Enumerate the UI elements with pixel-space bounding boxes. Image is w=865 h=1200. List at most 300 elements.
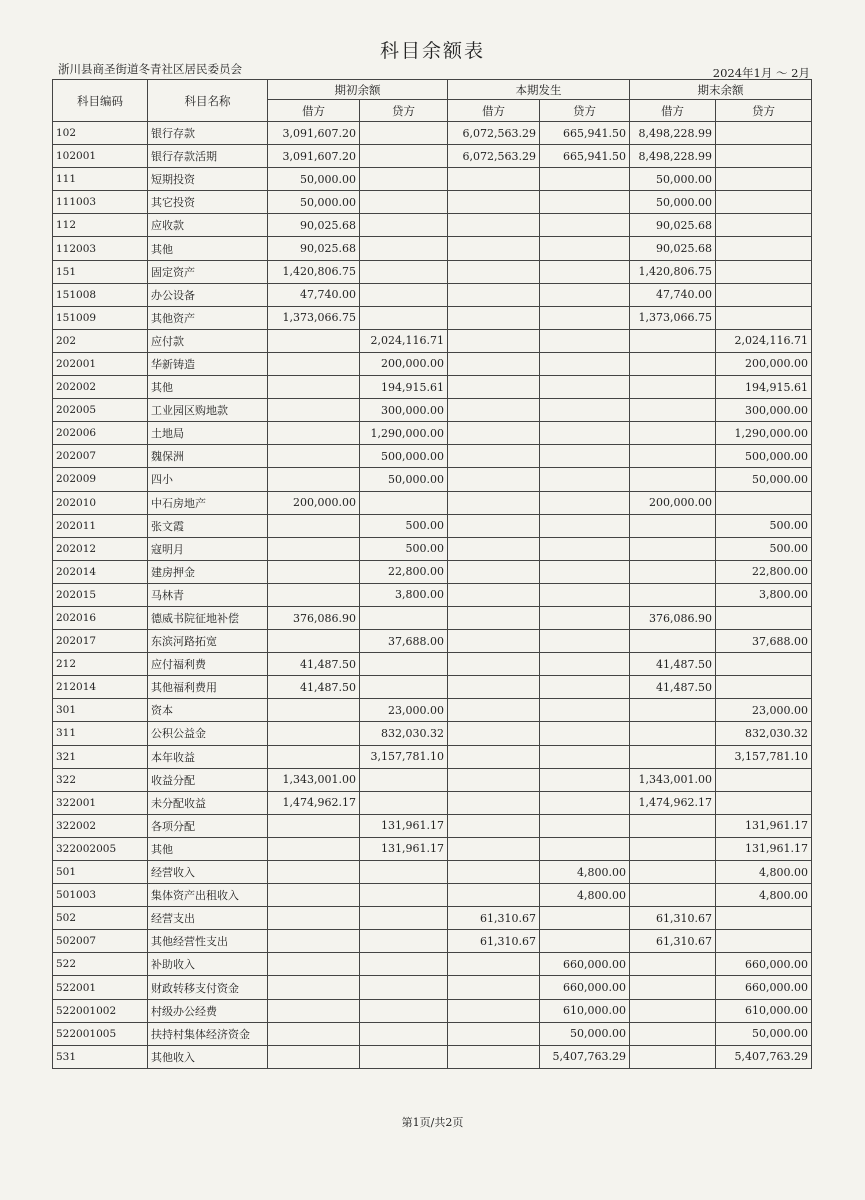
opening-debit: 41,487.50 [268,676,360,699]
account-name: 未分配收益 [148,791,268,814]
opening-debit [268,884,360,907]
closing-debit: 8,498,228.99 [630,145,716,168]
current-credit [540,768,630,791]
closing-debit: 47,740.00 [630,283,716,306]
header-code: 科目编码 [53,80,148,122]
current-debit: 61,310.67 [448,930,540,953]
account-name: 工业园区购地款 [148,399,268,422]
account-code: 202005 [53,399,148,422]
account-name: 经营收入 [148,861,268,884]
account-code: 202012 [53,537,148,560]
account-code: 202015 [53,583,148,606]
opening-debit [268,537,360,560]
account-name: 村级办公经费 [148,999,268,1022]
table-row [53,976,812,999]
closing-credit [716,168,812,191]
opening-debit [268,399,360,422]
header-opening-debit: 借方 [268,100,360,122]
current-debit [448,768,540,791]
current-debit [448,1022,540,1045]
opening-debit: 1,420,806.75 [268,260,360,283]
table-row [53,768,812,791]
account-name: 魏保洲 [148,445,268,468]
header-closing-debit: 借方 [630,100,716,122]
closing-credit: 194,915.61 [716,376,812,399]
closing-debit: 41,487.50 [630,653,716,676]
opening-debit: 1,373,066.75 [268,306,360,329]
opening-credit [360,145,448,168]
table-row [53,630,812,653]
account-code: 321 [53,745,148,768]
current-credit [540,491,630,514]
closing-debit [630,953,716,976]
account-code: 212 [53,653,148,676]
current-credit [540,907,630,930]
table-row [53,537,812,560]
closing-debit [630,976,716,999]
current-debit [448,283,540,306]
opening-debit [268,861,360,884]
account-name: 其他 [148,837,268,860]
current-debit [448,191,540,214]
period-label: 2024年1月 ～ 2月 [712,66,810,80]
closing-debit: 1,373,066.75 [630,306,716,329]
account-code: 311 [53,722,148,745]
current-credit [540,422,630,445]
current-credit: 4,800.00 [540,861,630,884]
closing-credit [716,283,812,306]
closing-credit: 23,000.00 [716,699,812,722]
current-credit [540,260,630,283]
opening-credit: 37,688.00 [360,630,448,653]
current-debit [448,422,540,445]
account-code: 202001 [53,352,148,375]
current-credit [540,676,630,699]
opening-debit: 1,474,962.17 [268,791,360,814]
closing-credit: 832,030.32 [716,722,812,745]
current-credit [540,837,630,860]
closing-debit: 41,487.50 [630,676,716,699]
account-code: 522001002 [53,999,148,1022]
closing-debit [630,699,716,722]
header-opening: 期初余额 [268,80,448,100]
closing-debit: 61,310.67 [630,907,716,930]
table-row [53,653,812,676]
closing-credit: 131,961.17 [716,837,812,860]
table-row [53,999,812,1022]
table-row [53,214,812,237]
opening-debit: 1,343,001.00 [268,768,360,791]
opening-debit: 200,000.00 [268,491,360,514]
account-name: 其他福利费用 [148,676,268,699]
current-debit [448,630,540,653]
account-code: 111003 [53,191,148,214]
current-credit [540,376,630,399]
closing-credit [716,907,812,930]
closing-debit [630,583,716,606]
closing-credit: 3,157,781.10 [716,745,812,768]
table-row [53,168,812,191]
opening-credit [360,168,448,191]
opening-credit: 500.00 [360,537,448,560]
opening-credit: 300,000.00 [360,399,448,422]
opening-debit [268,329,360,352]
table-row [53,837,812,860]
account-code: 502 [53,907,148,930]
opening-credit [360,653,448,676]
opening-credit: 22,800.00 [360,560,448,583]
current-credit: 660,000.00 [540,976,630,999]
account-code: 202017 [53,630,148,653]
account-code: 151008 [53,283,148,306]
closing-credit [716,122,812,145]
opening-credit [360,976,448,999]
current-debit [448,560,540,583]
opening-credit: 23,000.00 [360,699,448,722]
closing-credit [716,191,812,214]
header-closing: 期末余额 [630,80,812,100]
closing-debit [630,352,716,375]
opening-credit [360,1045,448,1068]
opening-credit [360,884,448,907]
account-name: 财政转移支付资金 [148,976,268,999]
closing-credit [716,214,812,237]
opening-debit [268,376,360,399]
current-credit [540,237,630,260]
table-row [53,422,812,445]
opening-debit: 50,000.00 [268,168,360,191]
account-name: 扶持村集体经济资金 [148,1022,268,1045]
current-debit [448,861,540,884]
table-row [53,884,812,907]
current-credit [540,606,630,629]
closing-debit: 61,310.67 [630,930,716,953]
table-row [53,445,812,468]
opening-credit [360,191,448,214]
opening-debit: 41,487.50 [268,653,360,676]
table-body [53,122,812,1069]
closing-debit [630,884,716,907]
account-name: 中石房地产 [148,491,268,514]
current-debit [448,999,540,1022]
current-debit [448,214,540,237]
opening-credit [360,491,448,514]
current-debit [448,653,540,676]
account-code: 202006 [53,422,148,445]
closing-debit [630,861,716,884]
account-name: 德威书院征地补偿 [148,606,268,629]
opening-credit [360,907,448,930]
account-name: 建房押金 [148,560,268,583]
table-row [53,491,812,514]
closing-credit: 37,688.00 [716,630,812,653]
opening-credit: 50,000.00 [360,468,448,491]
opening-debit [268,745,360,768]
header-name: 科目名称 [148,80,268,122]
closing-credit: 200,000.00 [716,352,812,375]
table-row [53,352,812,375]
account-name: 公积公益金 [148,722,268,745]
opening-debit [268,722,360,745]
current-debit [448,606,540,629]
opening-debit [268,976,360,999]
account-code: 522 [53,953,148,976]
opening-credit [360,791,448,814]
opening-debit [268,422,360,445]
account-code: 202 [53,329,148,352]
current-debit [448,260,540,283]
closing-debit [630,560,716,583]
opening-credit [360,306,448,329]
account-name: 东滨河路拓宽 [148,630,268,653]
account-name: 其他资产 [148,306,268,329]
account-name: 补助收入 [148,953,268,976]
account-name: 华新铸造 [148,352,268,375]
header-opening-credit: 贷方 [360,100,448,122]
current-debit [448,399,540,422]
table-row [53,260,812,283]
account-code: 202007 [53,445,148,468]
account-code: 322 [53,768,148,791]
account-code: 202010 [53,491,148,514]
current-debit [448,676,540,699]
current-credit [540,745,630,768]
closing-debit [630,329,716,352]
account-name: 其他经营性支出 [148,930,268,953]
opening-credit: 3,157,781.10 [360,745,448,768]
current-credit [540,699,630,722]
opening-debit: 50,000.00 [268,191,360,214]
closing-debit: 376,086.90 [630,606,716,629]
current-credit [540,583,630,606]
current-debit: 61,310.67 [448,907,540,930]
account-name: 银行存款活期 [148,145,268,168]
account-name: 马林青 [148,583,268,606]
current-debit: 6,072,563.29 [448,145,540,168]
current-debit [448,376,540,399]
opening-debit [268,1022,360,1045]
current-credit [540,791,630,814]
opening-credit [360,1022,448,1045]
closing-credit: 3,800.00 [716,583,812,606]
closing-debit: 200,000.00 [630,491,716,514]
table-row [53,606,812,629]
current-credit [540,399,630,422]
current-credit [540,814,630,837]
opening-debit [268,907,360,930]
table-row [53,145,812,168]
current-debit [448,745,540,768]
closing-credit: 4,800.00 [716,884,812,907]
table-row [53,329,812,352]
opening-debit: 90,025.68 [268,214,360,237]
current-credit [540,537,630,560]
closing-debit: 1,343,001.00 [630,768,716,791]
account-name: 土地局 [148,422,268,445]
current-credit [540,630,630,653]
account-code: 501003 [53,884,148,907]
account-name: 本年收益 [148,745,268,768]
account-code: 322001 [53,791,148,814]
table-row [53,583,812,606]
table-row [53,861,812,884]
opening-debit [268,468,360,491]
current-debit [448,953,540,976]
account-name: 应付款 [148,329,268,352]
table-row [53,514,812,537]
current-credit [540,445,630,468]
opening-debit: 3,091,607.20 [268,145,360,168]
closing-debit [630,399,716,422]
closing-debit: 90,025.68 [630,237,716,260]
closing-debit [630,468,716,491]
closing-debit [630,999,716,1022]
account-code: 202002 [53,376,148,399]
opening-debit: 90,025.68 [268,237,360,260]
header-current-debit: 借方 [448,100,540,122]
current-credit: 5,407,763.29 [540,1045,630,1068]
account-name: 集体资产出租收入 [148,884,268,907]
opening-debit [268,445,360,468]
opening-debit [268,999,360,1022]
closing-credit: 1,290,000.00 [716,422,812,445]
table-row [53,814,812,837]
current-debit [448,329,540,352]
closing-debit [630,1022,716,1045]
current-debit [448,791,540,814]
current-credit [540,191,630,214]
closing-credit [716,260,812,283]
closing-credit [716,306,812,329]
account-name: 张文霞 [148,514,268,537]
current-debit [448,445,540,468]
opening-debit [268,699,360,722]
current-debit: 6,072,563.29 [448,122,540,145]
current-debit [448,699,540,722]
closing-credit: 500.00 [716,514,812,537]
account-code: 501 [53,861,148,884]
account-name: 其他 [148,376,268,399]
current-credit: 610,000.00 [540,999,630,1022]
current-debit [448,722,540,745]
opening-debit [268,560,360,583]
opening-credit [360,930,448,953]
opening-debit [268,930,360,953]
closing-credit: 500,000.00 [716,445,812,468]
account-code: 301 [53,699,148,722]
current-credit [540,653,630,676]
header-current: 本期发生 [448,80,630,100]
opening-credit [360,768,448,791]
account-name: 资本 [148,699,268,722]
opening-credit [360,237,448,260]
account-code: 112 [53,214,148,237]
account-code: 151009 [53,306,148,329]
account-code: 522001 [53,976,148,999]
closing-debit [630,445,716,468]
current-credit [540,514,630,537]
closing-credit: 660,000.00 [716,976,812,999]
current-debit [448,814,540,837]
closing-credit [716,606,812,629]
opening-credit [360,676,448,699]
closing-credit: 4,800.00 [716,861,812,884]
table-row [53,191,812,214]
current-credit: 665,941.50 [540,145,630,168]
opening-debit [268,1045,360,1068]
closing-debit [630,837,716,860]
closing-credit [716,237,812,260]
current-credit [540,214,630,237]
account-name: 其它投资 [148,191,268,214]
account-name: 经营支出 [148,907,268,930]
opening-credit: 500.00 [360,514,448,537]
current-credit [540,722,630,745]
opening-credit: 131,961.17 [360,814,448,837]
opening-debit [268,583,360,606]
account-code: 522001005 [53,1022,148,1045]
account-name: 收益分配 [148,768,268,791]
opening-debit [268,953,360,976]
closing-credit: 660,000.00 [716,953,812,976]
opening-credit: 194,915.61 [360,376,448,399]
opening-credit: 131,961.17 [360,837,448,860]
opening-credit [360,283,448,306]
table-row [53,907,812,930]
account-code: 202016 [53,606,148,629]
closing-debit: 8,498,228.99 [630,122,716,145]
opening-credit: 200,000.00 [360,352,448,375]
current-credit [540,329,630,352]
opening-credit [360,122,448,145]
table-row [53,953,812,976]
account-code: 202009 [53,468,148,491]
opening-credit: 500,000.00 [360,445,448,468]
current-debit [448,237,540,260]
current-debit [448,583,540,606]
table-row [53,560,812,583]
opening-credit [360,953,448,976]
opening-debit: 3,091,607.20 [268,122,360,145]
opening-debit [268,630,360,653]
current-debit [448,468,540,491]
closing-debit: 50,000.00 [630,168,716,191]
account-code: 102001 [53,145,148,168]
account-code: 151 [53,260,148,283]
table-row [53,722,812,745]
closing-debit: 1,420,806.75 [630,260,716,283]
table-row [53,376,812,399]
current-debit [448,168,540,191]
table-row [53,1022,812,1045]
account-code: 202011 [53,514,148,537]
table-row [53,1045,812,1068]
table-row [53,676,812,699]
opening-debit [268,814,360,837]
closing-credit [716,791,812,814]
table-row [53,745,812,768]
closing-debit [630,1045,716,1068]
current-credit [540,168,630,191]
current-credit: 665,941.50 [540,122,630,145]
current-debit [448,884,540,907]
table-row [53,791,812,814]
account-code: 202014 [53,560,148,583]
closing-debit [630,722,716,745]
opening-credit [360,214,448,237]
table-row [53,399,812,422]
current-debit [448,837,540,860]
